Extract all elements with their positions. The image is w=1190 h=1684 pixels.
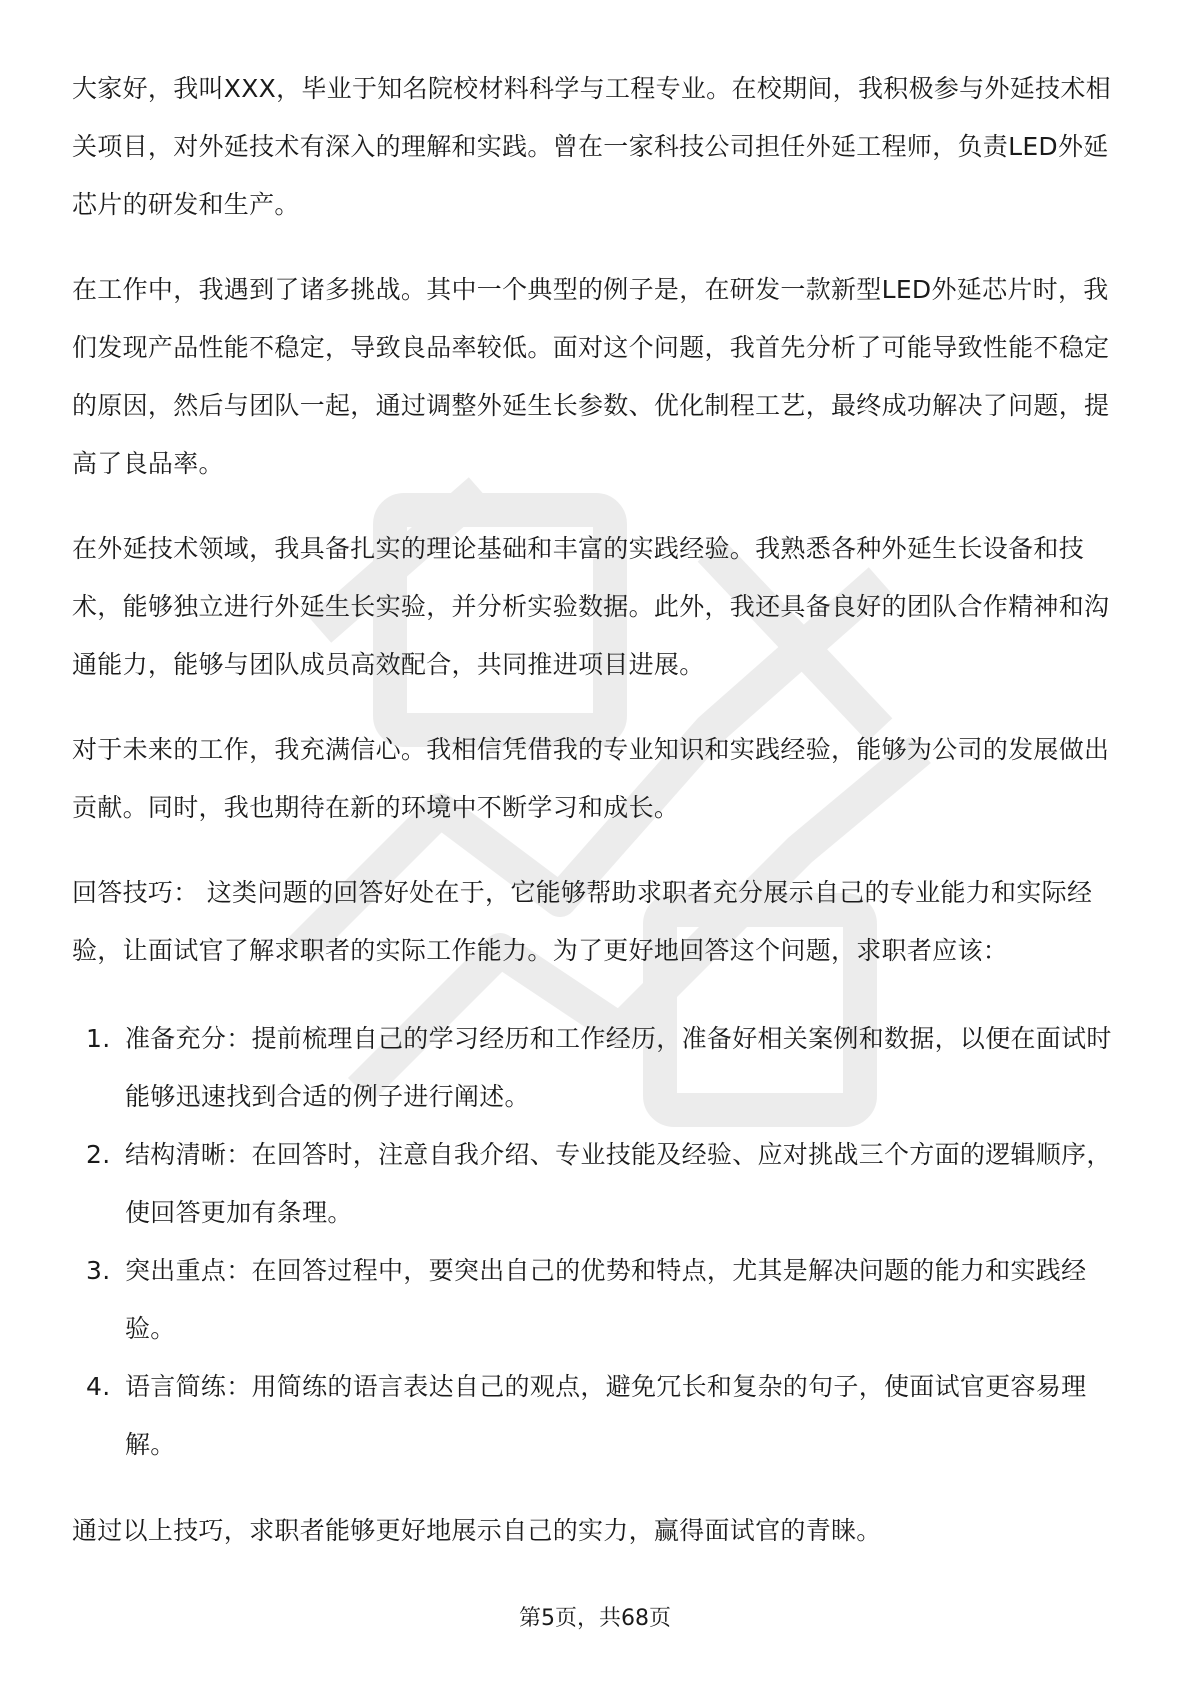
list-item: [72, 1358, 1122, 1474]
tips-list: [72, 1010, 1122, 1474]
conclusion-paragraph: 通过以上技巧，求职者能够更好地展示自己的实力，赢得面试官的青睐。: [72, 1516, 882, 1545]
list-item-number: 4.: [86, 1372, 111, 1401]
list-item: [72, 1010, 1122, 1126]
page-number-footer: 第5页，共68页: [519, 1606, 671, 1631]
list-item-text: 结构清晰：在回答时，注意自我介绍、专业技能及经验、应对挑战三个方面的逻辑顺序，使回答更加有条理。: [125, 1140, 1112, 1227]
list-item-text: 突出重点：在回答过程中，要突出自己的优势和特点，尤其是解决问题的能力和实践经验。: [125, 1256, 1087, 1343]
list-item-text: 准备充分：提前梳理自己的学习经历和工作经历，准备好相关案例和数据，以便在面试时能够迅速找到合适的例子进行阐述。: [125, 1024, 1112, 1111]
tips-intro-paragraph: 回答技巧： 这类问题的回答好处在于，它能够帮助求职者充分展示自己的专业能力和实际经验，让面试官了解求职者的实际工作能力。为了更好地回答这个问题，求职者应该：: [72, 878, 1093, 965]
skills-paragraph: 在外延技术领域，我具备扎实的理论基础和丰富的实践经验。我熟悉各种外延生长设备和技术，能够独立进行外延生长实验，并分析实验数据。此外，我还具备良好的团队合作精神和沟通能力，能够与团队成员高效配合，共同推进项目进展。: [72, 534, 1110, 679]
list-item: [72, 1126, 1122, 1242]
list-item-number: 2.: [86, 1140, 111, 1169]
list-item-text: 语言简练：用简练的语言表达自己的观点，避免冗长和复杂的句子，使面试官更容易理解。: [125, 1372, 1087, 1459]
document-body: [72, 60, 1122, 1587]
challenge-paragraph: 在工作中，我遇到了诸多挑战。其中一个典型的例子是，在研发一款新型LED外延芯片时，我们发现产品性能不稳定，导致良品率较低。面对这个问题，我首先分析了可能导致性能不稳定的原因，然后与团队一起，通过调整外延生长参数、优化制程工艺，最终成功解决了问题，提高了良品率。: [72, 275, 1110, 478]
list-item-number: 1.: [86, 1024, 111, 1053]
intro-paragraph: 大家好，我叫XXX，毕业于知名院校材料科学与工程专业。在校期间，我积极参与外延技术相关项目，对外延技术有深入的理解和实践。曾在一家科技公司担任外延工程师，负责LED外延芯片的研发和生产。: [72, 74, 1111, 219]
outlook-paragraph: 对于未来的工作，我充满信心。我相信凭借我的专业知识和实践经验，能够为公司的发展做出贡献。同时，我也期待在新的环境中不断学习和成长。: [72, 735, 1110, 822]
list-item: [72, 1242, 1122, 1358]
list-item-number: 3.: [86, 1256, 111, 1285]
